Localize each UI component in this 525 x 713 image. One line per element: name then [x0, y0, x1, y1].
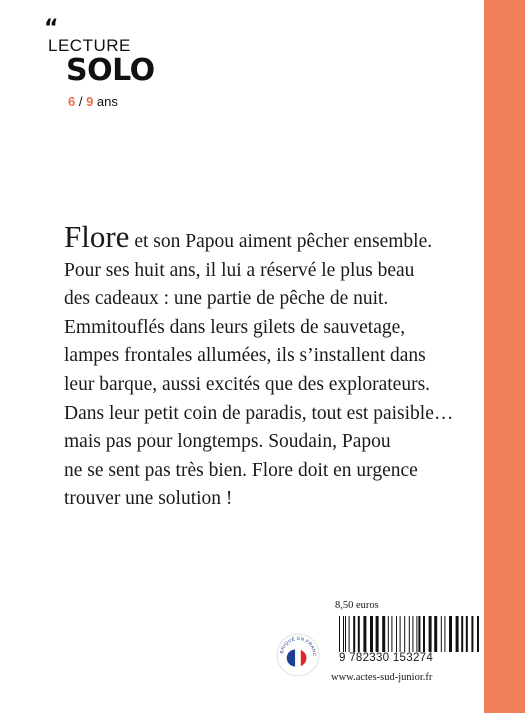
- blurb-line: des cadeaux : une partie de pêche de nuit.: [64, 288, 389, 310]
- publisher-website: www.actes-sud-junior.fr: [331, 672, 433, 683]
- age-min: 6: [68, 94, 76, 109]
- isbn-number: 9 782330 153274: [339, 652, 434, 664]
- badge-text: BRIQUÉ EN FRANC: [279, 635, 318, 657]
- price: 8,50 euros: [335, 600, 379, 611]
- blurb-line: trouver une solution !: [64, 488, 233, 510]
- series-name-line1: LECTURE: [48, 36, 131, 55]
- blurb-line: lampes frontales allumées, ils s’installent dans: [64, 345, 426, 367]
- blurb-line: leur barque, aussi excités que des explorateurs.: [64, 373, 431, 395]
- blurb-dropcap: Flore: [64, 219, 130, 254]
- age-max: 9: [86, 94, 94, 109]
- made-in-france-badge-icon: [276, 633, 320, 677]
- age-separator: /: [75, 94, 87, 109]
- blurb-line: ne se sent pas très bien. Flore doit en urgence: [64, 459, 418, 481]
- age-unit: ans: [93, 94, 118, 109]
- blurb-line: Emmitouflés dans leurs gilets de sauvetage,: [64, 316, 406, 338]
- quote-mark-icon: “: [44, 16, 56, 41]
- accent-stripe: [484, 0, 525, 713]
- blurb-line: [64, 219, 476, 257]
- blurb-line: mais pas pour longtemps. Soudain, Papou: [64, 431, 391, 453]
- blurb-line: Dans leur petit coin de paradis, tout est paisible…: [64, 402, 454, 424]
- series-name-line2: SOLO: [66, 53, 155, 88]
- blurb-line-text: et son Papou aiment pêcher ensemble.: [129, 231, 433, 252]
- back-cover-blurb: [64, 219, 476, 514]
- blurb-line: Pour ses huit ans, il lui a réservé le plus beau: [64, 259, 415, 281]
- age-range: [68, 94, 118, 109]
